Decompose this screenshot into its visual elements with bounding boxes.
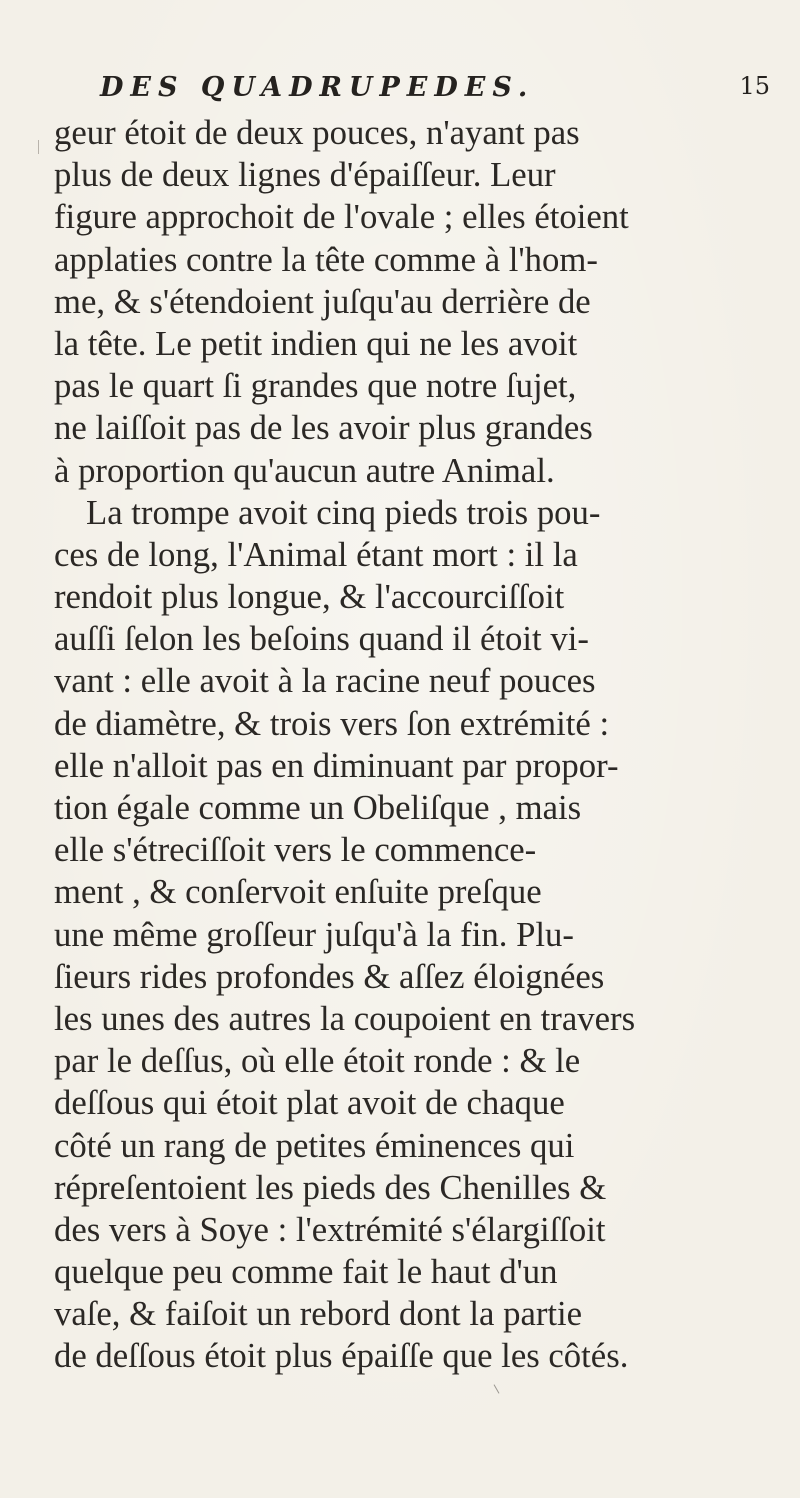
text-line: ſieurs rides profondes & aſſez éloignées: [54, 956, 605, 996]
body-text: [54, 112, 784, 1378]
text-line: deſſous qui étoit plat avoit de chaque: [54, 1083, 565, 1123]
text-line: geur étoit de deux pouces, n'ayant pas: [54, 113, 580, 152]
running-title: DES QUADRUPEDES.: [100, 72, 535, 103]
text-line: auſſi ſelon les beſoins quand il étoit vi-: [54, 619, 589, 659]
text-line: des vers à Soye : l'extrémité s'élargiſſoit: [54, 1209, 606, 1249]
margin-mark: [38, 140, 39, 154]
text-line: elle s'étreciſſoit vers le commence-: [54, 830, 537, 870]
text-line: par le deſſus, où elle étoit ronde : & le: [54, 1041, 581, 1081]
running-head: [100, 72, 770, 112]
stray-mark: [494, 1384, 500, 1393]
text-line: ces de long, l'Animal étant mort : il la: [54, 534, 578, 574]
text-line: ne laiſſoit pas de les avoir plus grandes: [54, 408, 593, 448]
text-line: vaſe, & faiſoit un rebord dont la partie: [54, 1294, 583, 1334]
page-number: 15: [739, 72, 770, 100]
text-line: vant : elle avoit à la racine neuf pouces: [54, 661, 596, 701]
text-line: me, & s'étendoient juſqu'au derrière de: [54, 281, 591, 321]
text-line: elle n'alloit pas en diminuant par propor-: [54, 745, 619, 785]
text-line: la tête. Le petit indien qui ne les avoit: [54, 323, 578, 363]
text-line: applaties contre la tête comme à l'hom-: [54, 239, 598, 279]
text-line: ment , & conſervoit enſuite preſque: [54, 872, 542, 912]
text-line: côté un rang de petites éminences qui: [54, 1125, 575, 1165]
text-line: pas le quart ſi grandes que notre ſujet,: [54, 366, 577, 406]
text-line: tion égale comme un Obeliſque , mais: [54, 788, 582, 827]
text-line: de diamètre, & trois vers ſon extrémité :: [54, 703, 610, 743]
text-line: à proportion qu'aucun autre Animal.: [54, 450, 555, 490]
text-line: rendoit plus longue, & l'accourciſſoit: [54, 577, 565, 617]
text-line: une même groſſeur juſqu'à la fin. Plu-: [54, 914, 574, 954]
text-line: figure approchoit de l'ovale ; elles étoient: [54, 197, 629, 237]
text-line: plus de deux lignes d'épaiſſeur. Leur: [54, 155, 556, 195]
text-line: La trompe avoit cinq pieds trois pou-: [86, 492, 601, 532]
text-line: répreſentoient les pieds des Chenilles &: [54, 1167, 607, 1207]
text-line: quelque peu comme fait le haut d'un: [54, 1252, 558, 1292]
text-line: de deſſous étoit plus épaiſſe que les côtés.: [54, 1336, 629, 1376]
text-line: les unes des autres la coupoient en travers: [54, 998, 636, 1038]
